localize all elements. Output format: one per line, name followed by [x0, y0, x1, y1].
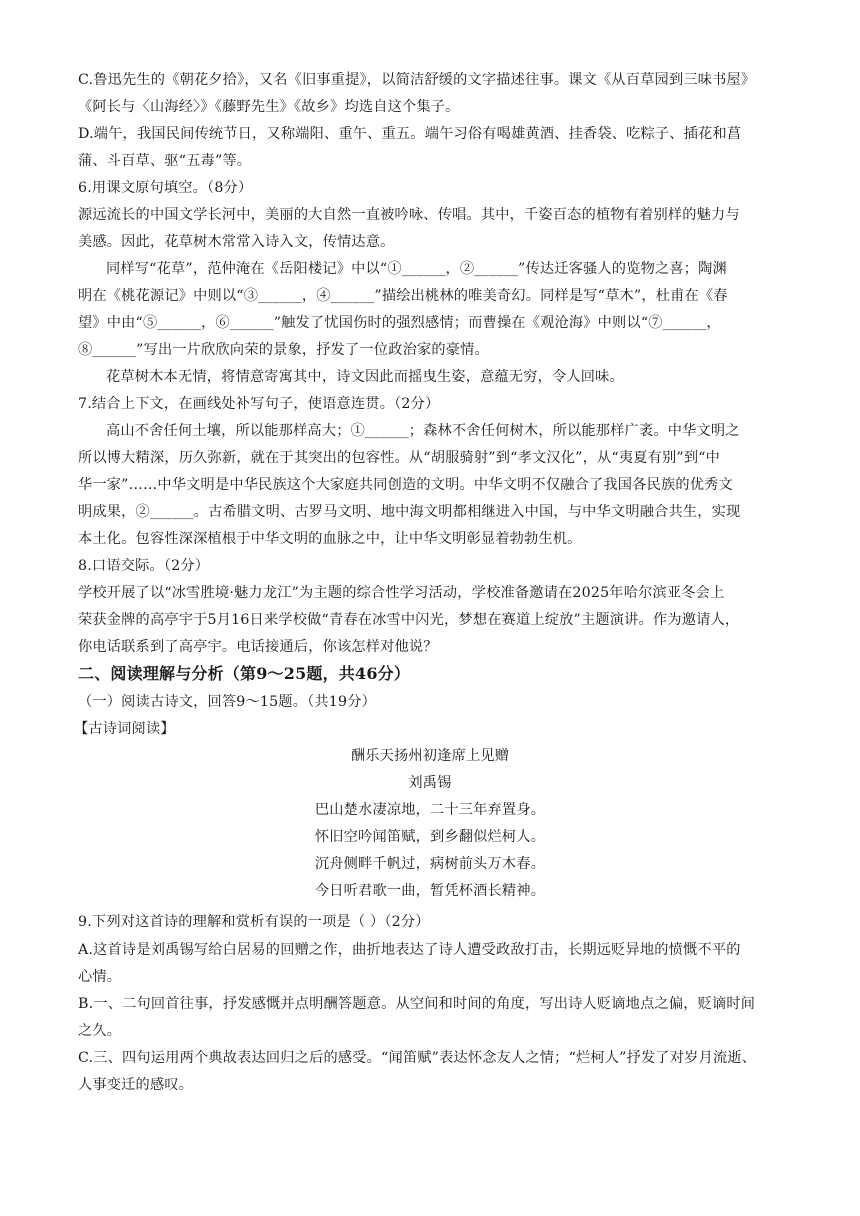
text-line: A.这首诗是刘禹锡写给白居易的回赠之作，曲折地表达了诗人遭受政敌打击，长期远贬异地的愤慨不平的	[78, 942, 741, 958]
poem-line: 今日听君歌一曲，暂凭杯酒长精神。	[314, 883, 546, 899]
text-line: 望》中由“⑤______，⑥______”触发了忧国伤时的强烈感情；而曹操在《观沧海》中则以“⑦______，	[78, 315, 721, 331]
text-line: 荣获金牌的高亭宇于5月16日来学校做“青春在冰雪中闪光，梦想在赛道上绽放”主题演讲。作为邀请人，	[78, 612, 740, 628]
text-line: 明成果，②______。古希腊文明、古罗马文明、地中海文明都相继进入中国，与中华文明融合共生，实现	[78, 504, 741, 520]
text-line: 高山不舍任何土壤，所以能那样高大；①______；森林不舍任何树木，所以能那样广袤。中华文明之	[106, 423, 740, 439]
text-line: 之久。	[78, 1023, 122, 1039]
text-line: 学校开展了以“冰雪胜境·魅力龙江”为主题的综合性学习活动，学校准备邀请在2025年哈尔滨亚冬会上	[78, 585, 725, 601]
text-line: 8.口语交际。（2分）	[78, 558, 210, 574]
text-line: 蒲、斗百草、驱“五毒”等。	[78, 153, 252, 169]
poem-title: 酬乐天扬州初逢席上见赠	[350, 748, 510, 764]
text-line: 你电话联系到了高亭宇。电话接通后，你该怎样对他说？	[78, 639, 438, 655]
text-line: D.端午，我国民间传统节日，又称端阳、重午、重五。端午习俗有喝雄黄酒、挂香袋、吃粽子、插花和菖	[78, 126, 742, 142]
text-line: 明在《桃花源记》中则以“③______，④______”描绘出桃林的唯美奇幻。同样是写“草木”，杜甫在《春	[78, 288, 728, 304]
text-line: 源远流长的中国文学长河中，美丽的大自然一直被吟咏、传唱。其中，千姿百态的植物有着别样的魅力与	[78, 207, 740, 223]
text-line: 9.下列对这首诗的理解和赏析有误的一项是（ ）（2分）	[78, 914, 430, 930]
poem-label: 【古诗词阅读】	[74, 721, 175, 737]
text-line: C.鲁迅先生的《朝花夕拾》，又名《旧事重提》，以简洁舒缓的文字描述往事。课文《从百草园到三味书屋》	[78, 72, 756, 88]
text-line: 华一家”……中华文明是中华民族这个大家庭共同创造的文明。中华文明不仅融合了我国各民族的优秀文	[78, 477, 733, 493]
text-line: ⑧______”写出一片欣欣向荣的景象，抒发了一位政治家的豪情。	[78, 342, 489, 358]
poem-line: 沉舟侧畔千帆过，病树前头万木春。	[314, 856, 546, 872]
text-line: 美感。因此，花草树木常常入诗入文，传情达意。	[78, 234, 395, 250]
text-line: 人事变迁的感叹。	[78, 1077, 194, 1093]
text-line: 花草树木本无情，将情意寄寓其中，诗文因此而摇曳生姿，意蕴无穷，令人回味。	[106, 369, 624, 385]
text-line: C.三、四句运用两个典故表达回归之后的感受。“闻笛赋”表达怀念友人之情；“烂柯人”抒发了对岁月流逝、	[78, 1050, 757, 1066]
poem-author: 刘禹锡	[408, 775, 452, 791]
text-line: 7.结合上下文，在画线处补写句子，使语意连贯。（2分）	[78, 396, 440, 412]
text-line: 同样写“花草”，范仲淹在《岳阳楼记》中以“①______，②______”传达迁客骚人的览物之喜；陶渊	[106, 261, 727, 277]
section-heading: 二、阅读理解与分析（第9～25题，共46分）	[78, 664, 411, 683]
poem-line: 巴山楚水凄凉地，二十三年弃置身。	[314, 802, 546, 818]
poem-line: 怀旧空吟闻笛赋，到乡翻似烂柯人。	[314, 829, 546, 845]
text-line: 心情。	[78, 969, 122, 985]
text-line: 6.用课文原句填空。（8分）	[78, 180, 253, 196]
text-line: 本土化。包容性深深植根于中华文明的血脉之中，让中华文明彰显着勃勃生机。	[78, 531, 582, 547]
text-line: 所以博大精深，历久弥新，就在于其突出的包容性。从“胡服骑射”到“孝文汉化”，从“夷夏有别”到“中	[78, 450, 721, 466]
text-line: B.一、二句回首往事，抒发感慨并点明酬答题意。从空间和时间的角度，写出诗人贬谪地点之偏，贬谪时间	[78, 996, 756, 1012]
subsection-heading: （一）阅读古诗文，回答9～15题。（共19分）	[78, 694, 377, 710]
text-line: 《阿长与〈山海经〉》《藤野先生》《故乡》均选自这个集子。	[78, 99, 460, 115]
